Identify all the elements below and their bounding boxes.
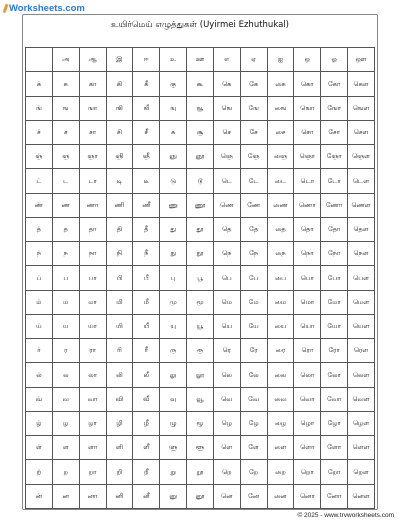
table-cell: ணி [106, 193, 133, 217]
table-cell: ஞூ [187, 145, 214, 169]
table-row [26, 120, 375, 144]
table-cell: வௌ [348, 387, 375, 411]
table-cell: மி [106, 290, 133, 314]
table-cell: து [160, 217, 187, 241]
table-cell: லி [106, 363, 133, 387]
table-cell: ஙீ [133, 96, 160, 120]
consonant-cell: வ் [26, 387, 53, 411]
consonant-cell: ல் [26, 363, 53, 387]
logo-text: Worksheets.com [9, 2, 85, 14]
table-cell: ணு [160, 193, 187, 217]
table-row [26, 145, 375, 169]
table-cell: வா [79, 387, 106, 411]
consonant-cell: ழ் [26, 411, 53, 435]
table-cell: பீ [133, 266, 160, 290]
table-cell: ழை [267, 411, 294, 435]
table-cell: ளு [160, 436, 187, 460]
table-cell: தூ [187, 217, 214, 241]
table-cell: க [52, 72, 79, 96]
table-row [26, 387, 375, 411]
table-cell: யீ [133, 314, 160, 338]
table-cell: மை [267, 290, 294, 314]
table-cell: ஞெ [213, 145, 240, 169]
header-cell: ஊ [187, 48, 214, 72]
table-cell: வூ [187, 387, 214, 411]
table-cell: பே [240, 266, 267, 290]
table-cell: ஙே [240, 96, 267, 120]
pencil-icon [3, 3, 9, 12]
table-cell: ஙெ [213, 96, 240, 120]
table-cell: நொ [294, 242, 321, 266]
consonant-cell: ள் [26, 436, 53, 460]
table-cell: யூ [187, 314, 214, 338]
table-cell: யை [267, 314, 294, 338]
table-cell: சா [79, 120, 106, 144]
table-cell: ணெ [213, 193, 240, 217]
table-cell: டெ [213, 169, 240, 193]
table-cell: கூ [187, 72, 214, 96]
table-cell: ஞீ [133, 145, 160, 169]
table-cell: லீ [133, 363, 160, 387]
table-cell: மூ [187, 290, 214, 314]
header-cell: ஔ [348, 48, 375, 72]
table-cell: வ [52, 387, 79, 411]
table-cell: னை [267, 484, 294, 509]
table-cell: தா [79, 217, 106, 241]
table-row [26, 411, 375, 435]
table-cell: னொ [294, 484, 321, 509]
table-cell: கை [267, 72, 294, 96]
table-cell: கௌ [348, 72, 375, 96]
table-cell: டு [160, 169, 187, 193]
table-cell: றெ [213, 460, 240, 484]
table-cell: சௌ [348, 120, 375, 144]
table-cell: றே [240, 460, 267, 484]
table-cell: ய [52, 314, 79, 338]
table-cell: வீ [133, 387, 160, 411]
table-cell: னா [79, 484, 106, 509]
table-cell: சோ [321, 120, 348, 144]
table-cell: லெ [213, 363, 240, 387]
table-cell: னீ [133, 484, 160, 509]
table-cell: வை [267, 387, 294, 411]
table-cell: ஙு [160, 96, 187, 120]
table-cell: ஙொ [294, 96, 321, 120]
table-cell: தீ [133, 217, 160, 241]
table-cell: றா [79, 460, 106, 484]
consonant-cell: ய் [26, 314, 53, 338]
table-cell: ளொ [294, 436, 321, 460]
table-row [26, 339, 375, 363]
table-cell: ட [52, 169, 79, 193]
table-cell: ளெ [213, 436, 240, 460]
table-row [26, 436, 375, 460]
header-cell: அ [52, 48, 79, 72]
table-cell: டி [106, 169, 133, 193]
table-cell: ழோ [321, 411, 348, 435]
table-cell: ரூ [187, 339, 214, 363]
table-cell: னே [240, 484, 267, 509]
table-cell: ளா [79, 436, 106, 460]
table-cell: மோ [321, 290, 348, 314]
table-cell: ளீ [133, 436, 160, 460]
table-cell: ழி [106, 411, 133, 435]
table-cell: றூ [187, 460, 214, 484]
logo [4, 1, 85, 15]
table-cell: கொ [294, 72, 321, 96]
table-cell: லோ [321, 363, 348, 387]
table-cell: செ [213, 120, 240, 144]
table-cell: னோ [321, 484, 348, 509]
table-cell: மீ [133, 290, 160, 314]
table-cell: றொ [294, 460, 321, 484]
table-cell: லை [267, 363, 294, 387]
table-cell: ஞோ [321, 145, 348, 169]
table-cell: ரா [79, 339, 106, 363]
table-cell: ரி [106, 339, 133, 363]
table-row [26, 96, 375, 120]
table-cell: சை [267, 120, 294, 144]
table-row [26, 72, 375, 96]
table-cell: ழெ [213, 411, 240, 435]
table-cell: சே [240, 120, 267, 144]
table-cell: டை [267, 169, 294, 193]
consonant-cell: ங் [26, 96, 53, 120]
table-cell: ஙோ [321, 96, 348, 120]
worksheet-title: உயிர்மெய் எழுத்துகள் (Uyirmei Ezhuthukal) [111, 19, 289, 30]
table-cell: ந [52, 242, 79, 266]
table-cell: நோ [321, 242, 348, 266]
table-cell: தோ [321, 217, 348, 241]
table-cell: ஞு [160, 145, 187, 169]
table-cell: ணோ [321, 193, 348, 217]
table-cell: நெ [213, 242, 240, 266]
table-cell: ளோ [321, 436, 348, 460]
table-cell: கீ [133, 72, 160, 96]
table-cell: னி [106, 484, 133, 509]
table-cell: ஞை [267, 145, 294, 169]
table-cell: யு [160, 314, 187, 338]
table-cell: ணொ [294, 193, 321, 217]
table-cell: சொ [294, 120, 321, 144]
worksheet [22, 14, 378, 510]
table-cell: தெ [213, 217, 240, 241]
table-cell: றௌ [348, 460, 375, 484]
table-cell: சீ [133, 120, 160, 144]
letter-grid [25, 47, 375, 509]
table-cell: தை [267, 217, 294, 241]
table-cell: ஞொ [294, 145, 321, 169]
table-cell: ரௌ [348, 339, 375, 363]
table-cell: சு [160, 120, 187, 144]
table-cell: டே [240, 169, 267, 193]
table-cell: ழொ [294, 411, 321, 435]
table-cell: லே [240, 363, 267, 387]
table-cell: று [160, 460, 187, 484]
table-cell: மௌ [348, 290, 375, 314]
table-cell: பி [106, 266, 133, 290]
table-cell: ண [52, 193, 79, 217]
table-cell: சூ [187, 120, 214, 144]
table-cell: ள [52, 436, 79, 460]
table-row [26, 193, 375, 217]
table-cell: வோ [321, 387, 348, 411]
table-cell: ழே [240, 411, 267, 435]
table-cell: ன [52, 484, 79, 509]
table-cell: ஞி [106, 145, 133, 169]
table-cell: ஙா [79, 96, 106, 120]
header-row [26, 48, 375, 72]
table-cell: ணை [267, 193, 294, 217]
table-cell: ரு [160, 339, 187, 363]
table-row [26, 217, 375, 241]
table-cell: நூ [187, 242, 214, 266]
table-cell: ழூ [187, 411, 214, 435]
table-cell: பை [267, 266, 294, 290]
table-cell: ஙை [267, 96, 294, 120]
table-cell: ல [52, 363, 79, 387]
table-cell: தி [106, 217, 133, 241]
table-cell: றை [267, 460, 294, 484]
table-cell: பெ [213, 266, 240, 290]
table-cell: ஞா [79, 145, 106, 169]
table-cell: ழா [79, 411, 106, 435]
table-cell: ம [52, 290, 79, 314]
table-cell: மா [79, 290, 106, 314]
table-cell: மொ [294, 290, 321, 314]
table-cell: ணே [240, 193, 267, 217]
table-cell: லூ [187, 363, 214, 387]
table-cell: பு [160, 266, 187, 290]
header-cell: ஏ [240, 48, 267, 72]
consonant-cell: ச் [26, 120, 53, 144]
consonant-cell: ன் [26, 484, 53, 509]
table-row [26, 314, 375, 338]
table-cell: ழ [52, 411, 79, 435]
table-cell: நீ [133, 242, 160, 266]
table-cell: னு [160, 484, 187, 509]
consonant-cell: ந் [26, 242, 53, 266]
table-cell: லா [79, 363, 106, 387]
table-row [26, 363, 375, 387]
consonant-cell: ர் [26, 339, 53, 363]
table-cell: ரீ [133, 339, 160, 363]
table-cell: த [52, 217, 79, 241]
table-cell: நை [267, 242, 294, 266]
table-cell: லொ [294, 363, 321, 387]
table-cell: டீ [133, 169, 160, 193]
table-cell: ளே [240, 436, 267, 460]
table-cell: மே [240, 290, 267, 314]
table-cell: யௌ [348, 314, 375, 338]
table-cell: றோ [321, 460, 348, 484]
table-cell: கு [160, 72, 187, 96]
table-cell: றி [106, 460, 133, 484]
table-cell: னௌ [348, 484, 375, 509]
table-cell: ரை [267, 339, 294, 363]
table-cell: டோ [321, 169, 348, 193]
table-cell: ரோ [321, 339, 348, 363]
table-cell: வொ [294, 387, 321, 411]
table-row [26, 484, 375, 509]
table-cell: நே [240, 242, 267, 266]
table-cell: ழு [160, 411, 187, 435]
table-cell: ஞ [52, 145, 79, 169]
table-cell: கோ [321, 72, 348, 96]
table-cell: ச [52, 120, 79, 144]
table-cell: தே [240, 217, 267, 241]
table-cell: கே [240, 72, 267, 96]
table-cell: ணௌ [348, 193, 375, 217]
table-row [26, 169, 375, 193]
table-row [26, 242, 375, 266]
table-cell: யா [79, 314, 106, 338]
table-cell: வு [160, 387, 187, 411]
table-cell: னெ [213, 484, 240, 509]
table-cell: ளை [267, 436, 294, 460]
table-cell: கி [106, 72, 133, 96]
table-cell: யோ [321, 314, 348, 338]
table-cell: பா [79, 266, 106, 290]
table-cell: ஙி [106, 96, 133, 120]
table-cell: ஞே [240, 145, 267, 169]
table-cell: நா [79, 242, 106, 266]
consonant-cell: ப் [26, 266, 53, 290]
table-cell: லௌ [348, 363, 375, 387]
table-cell: கா [79, 72, 106, 96]
table-cell: டௌ [348, 169, 375, 193]
table-cell: ங [52, 96, 79, 120]
header-cell: இ [106, 48, 133, 72]
footer-copyright: © 2025 - www.trvworksheets.com [297, 511, 394, 519]
table-cell: டூ [187, 169, 214, 193]
table-cell: மு [160, 290, 187, 314]
header-cell: உ [160, 48, 187, 72]
table-cell: ரெ [213, 339, 240, 363]
table-cell: ஙௌ [348, 96, 375, 120]
table-cell: டா [79, 169, 106, 193]
table-cell: வே [240, 387, 267, 411]
header-cell: எ [213, 48, 240, 72]
table-cell: ஞௌ [348, 145, 375, 169]
table-cell: ளி [106, 436, 133, 460]
table-cell: நு [160, 242, 187, 266]
header-cell: ஐ [267, 48, 294, 72]
table-cell: ஙூ [187, 96, 214, 120]
header-cell [26, 48, 53, 72]
table-cell: தொ [294, 217, 321, 241]
table-cell: ர [52, 339, 79, 363]
table-cell: யே [240, 314, 267, 338]
table-cell: ளூ [187, 436, 214, 460]
table-cell: யெ [213, 314, 240, 338]
table-cell: ற [52, 460, 79, 484]
table-cell: ளௌ [348, 436, 375, 460]
table-cell: ணீ [133, 193, 160, 217]
table-cell: யி [106, 314, 133, 338]
table-cell: வெ [213, 387, 240, 411]
table-cell: நி [106, 242, 133, 266]
consonant-cell: க் [26, 72, 53, 96]
consonant-cell: ம் [26, 290, 53, 314]
table-cell: ழீ [133, 411, 160, 435]
table-cell: பூ [187, 266, 214, 290]
table-cell: தௌ [348, 217, 375, 241]
table-cell: ணூ [187, 193, 214, 217]
table-cell: லு [160, 363, 187, 387]
header-cell: ஈ [133, 48, 160, 72]
table-cell: ரே [240, 339, 267, 363]
table-row [26, 266, 375, 290]
table-cell: வி [106, 387, 133, 411]
table-cell: பொ [294, 266, 321, 290]
table-cell: பௌ [348, 266, 375, 290]
table-cell: ரொ [294, 339, 321, 363]
table-cell: ப [52, 266, 79, 290]
table-cell: நௌ [348, 242, 375, 266]
header-cell: ஆ [79, 48, 106, 72]
header-cell: ஓ [321, 48, 348, 72]
consonant-cell: ஞ் [26, 145, 53, 169]
consonant-cell: ண் [26, 193, 53, 217]
table-row [26, 290, 375, 314]
table-cell: றீ [133, 460, 160, 484]
table-cell: ழௌ [348, 411, 375, 435]
table-cell: மெ [213, 290, 240, 314]
table-cell: னூ [187, 484, 214, 509]
table-cell: யொ [294, 314, 321, 338]
header-cell: ஒ [294, 48, 321, 72]
consonant-cell: ற் [26, 460, 53, 484]
table-cell: சி [106, 120, 133, 144]
consonant-cell: த் [26, 217, 53, 241]
table-cell: கெ [213, 72, 240, 96]
consonant-cell: ட் [26, 169, 53, 193]
table-cell: ணா [79, 193, 106, 217]
table-cell: டொ [294, 169, 321, 193]
table-cell: போ [321, 266, 348, 290]
table-row [26, 460, 375, 484]
